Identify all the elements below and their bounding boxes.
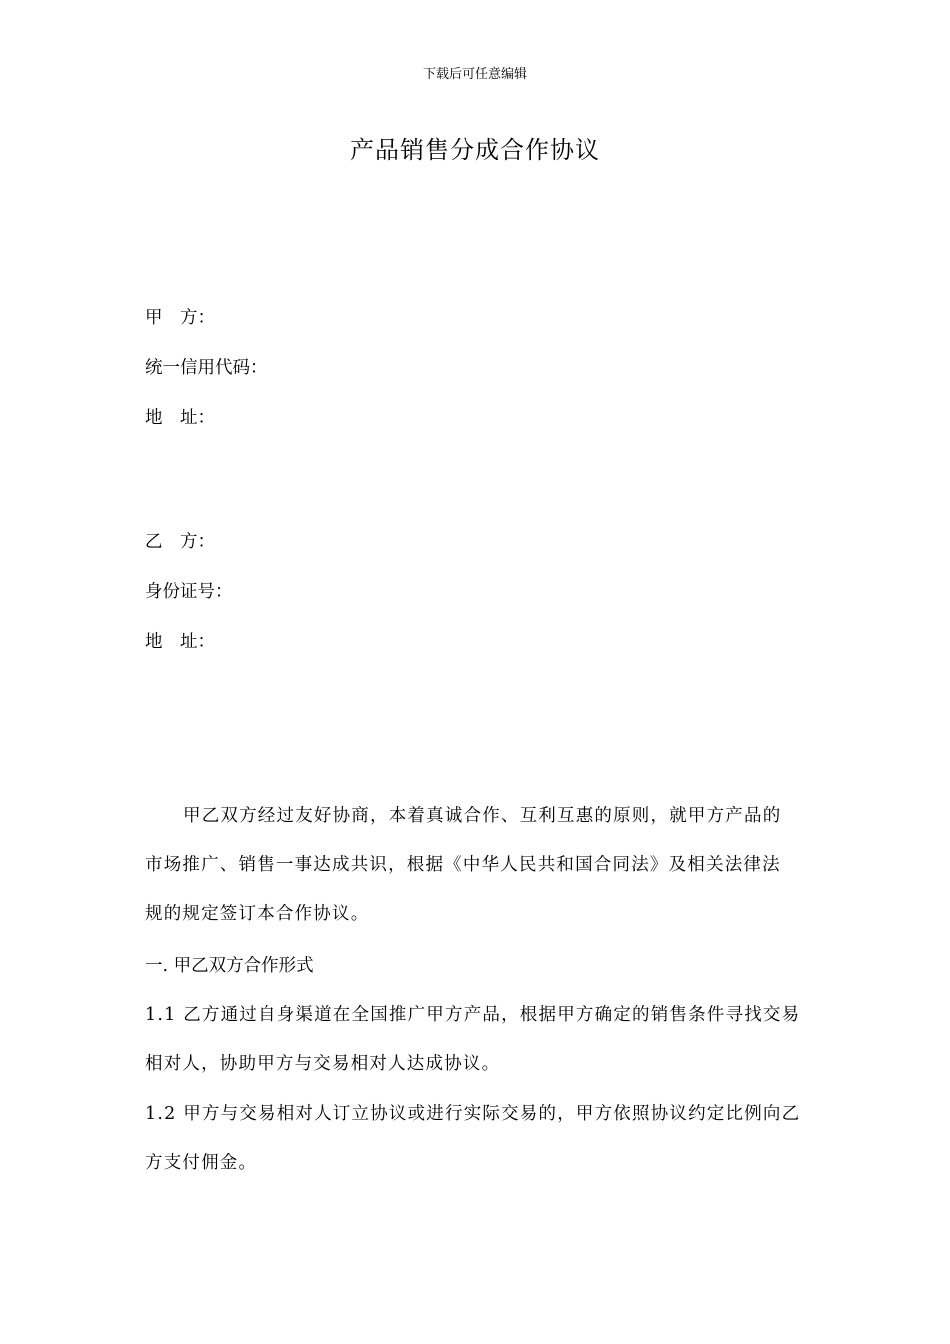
preamble-line: 规的规定签订本合作协议。 [145,904,370,924]
party-a-credit-code-label: 统一信用代码： [145,358,268,378]
preamble-line: 甲乙双方经过友好协商，本着真诚合作、互利互惠的原则，就甲方产品的 [183,806,782,826]
party-b-name-label: 乙 方： [145,532,215,552]
header-note: 下载后可任意编辑 [422,67,527,82]
party-a-address-label: 地 址： [145,408,215,428]
clause-line: 1.1 乙方通过自身渠道在全国推广甲方产品，根据甲方确定的销售条件寻找交易 [145,1005,801,1025]
clause-line: 相对人，协助甲方与交易相对人达成协议。 [145,1054,501,1074]
document-title: 产品销售分成合作协议 [350,136,600,164]
party-b-id-label: 身份证号： [145,582,233,602]
clause-line: 1.2 甲方与交易相对人订立协议或进行实际交易的，甲方依照协议约定比例向乙 [145,1104,801,1124]
preamble-line: 市场推广、销售一事达成共识，根据《中华人民共和国合同法》及相关法律法 [145,855,781,875]
section-1-heading: 一. 甲乙双方合作形式 [145,956,314,976]
party-b-address-label: 地 址： [145,632,215,652]
clause-line: 方支付佣金。 [145,1153,258,1173]
party-a-name-label: 甲 方： [145,308,215,328]
